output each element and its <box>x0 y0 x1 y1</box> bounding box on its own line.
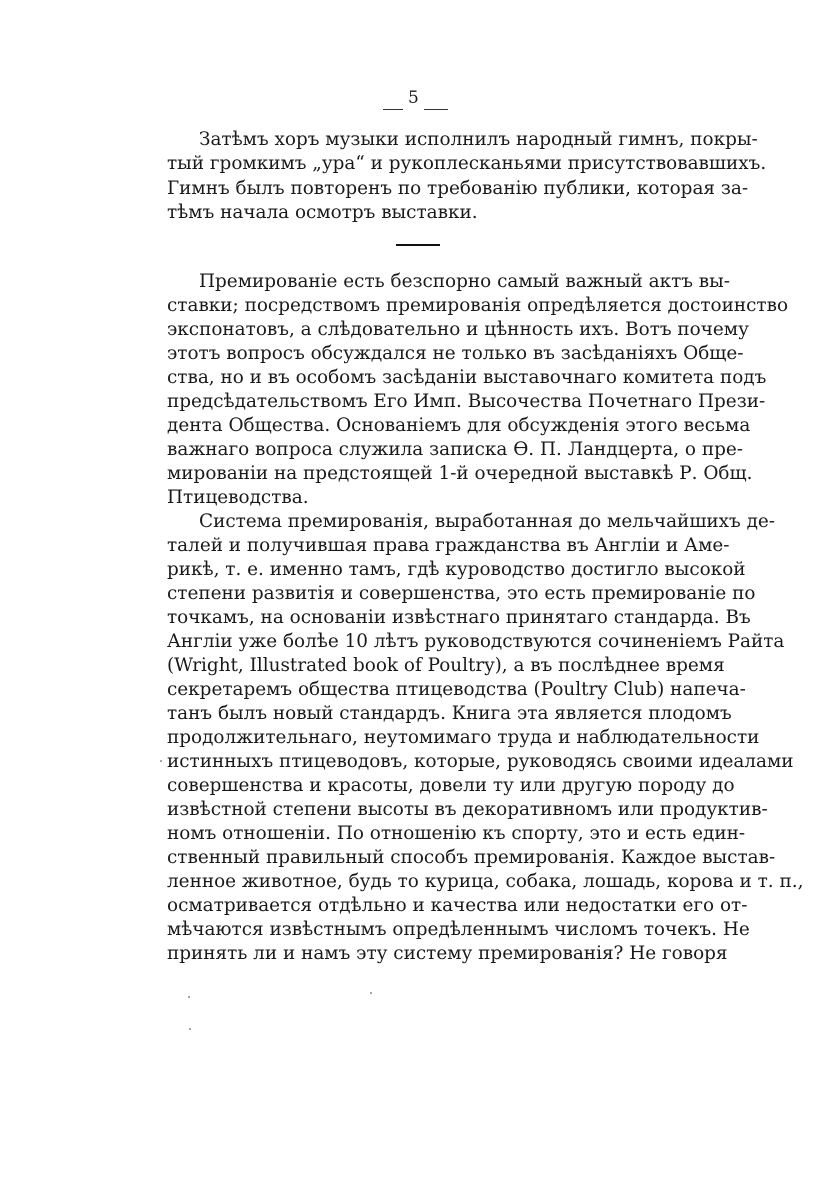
text-line: секретаремъ общества птицеводства (Poultry Club) напеча- <box>167 679 746 700</box>
text-line: экспонатовъ, а слѣдовательно и цѣнность ихъ. Вотъ почему <box>167 319 749 340</box>
scan-speck <box>188 996 190 998</box>
scan-speck <box>370 992 372 994</box>
text-line: тый громкимъ „ура“ и рукоплесканьями присутствовавшихъ. <box>167 153 767 174</box>
text-line: танъ былъ новый стандардъ. Книга эта является плодомъ <box>167 703 732 724</box>
text-line: ставки; посредствомъ премированія опредѣляется достоинство <box>167 295 789 316</box>
text-line: талей и получившая права гражданства въ Англіи и Аме- <box>167 535 730 556</box>
text-line: принять ли и намъ эту систему премированія? Не говоря <box>167 943 728 964</box>
text-line: (Wright, Illustrated book of Poultry), а въ послѣднее время <box>167 655 725 676</box>
text-line: истинныхъ птицеводовъ, которые, руководясь своими идеалами <box>167 751 794 772</box>
text-line: осматривается отдѣльно и качества или недостатки его от- <box>167 895 748 916</box>
text-line: предсѣдательствомъ Его Имп. Высочества Почетнаго Прези- <box>167 391 766 412</box>
page-number: 5 <box>408 88 419 108</box>
text-line: ленное животное, будь то курица, собака, лошадь, корова и т. п., <box>167 871 804 892</box>
section-separator <box>396 244 440 246</box>
text-line: Система премированія, выработанная до мельчайшихъ де- <box>199 511 776 532</box>
text-line: Птицеводства. <box>167 487 309 508</box>
header-rule-left <box>383 109 403 110</box>
text-line: важнаго вопроса служила записка Ѳ. П. Ландцерта, о пре- <box>167 439 743 460</box>
text-line: ственный правильный способъ премированія. Каждое выстав- <box>167 847 776 868</box>
scan-speck <box>160 760 162 762</box>
text-line: рикѣ, т. е. именно тамъ, гдѣ куроводство достигло высокой <box>167 559 746 580</box>
text-line: номъ отношеніи. По отношенію къ спорту, это и есть един- <box>167 823 746 844</box>
text-line: Англіи уже болѣе 10 лѣтъ руководствуются сочиненіемъ Райта <box>167 631 785 652</box>
text-line: извѣстной степени высоты въ декоративномъ или продуктив- <box>167 799 768 820</box>
text-line: совершенства и красоты, довели ту или другую породу до <box>167 775 735 796</box>
text-line: тѣмъ начала осмотръ выставки. <box>167 202 478 223</box>
text-line: Премированіе есть безспорно самый важный актъ вы- <box>199 271 730 292</box>
text-line: мѣчаются извѣстнымъ опредѣленнымъ числомъ точекъ. Не <box>167 919 750 940</box>
text-line: продолжительнаго, неутомимаго труда и наблюдательности <box>167 727 760 748</box>
text-line: этотъ вопросъ обсуждался не только въ засѣданіяхъ Обще- <box>167 343 744 364</box>
header-rule-right <box>424 109 448 110</box>
scan-speck <box>189 1028 191 1030</box>
text-line: мированіи на предстоящей 1-й очередной выставкѣ Р. Общ. <box>167 463 753 484</box>
text-line: ства, но и въ особомъ засѣданіи выставочнаго комитета подъ <box>167 367 767 388</box>
text-line: дента Общества. Основаніемъ для обсужденія этого весьма <box>167 415 751 436</box>
text-line: Гимнъ былъ повторенъ по требованію публики, которая за- <box>167 178 749 199</box>
text-line: точкамъ, на основаніи извѣстнаго принятаго стандарда. Въ <box>167 607 751 628</box>
text-line: Затѣмъ хоръ музыки исполнилъ народный гимнъ, покры- <box>199 129 758 150</box>
text-line: степени развитія и совершенства, это есть премированіе по <box>167 583 756 604</box>
